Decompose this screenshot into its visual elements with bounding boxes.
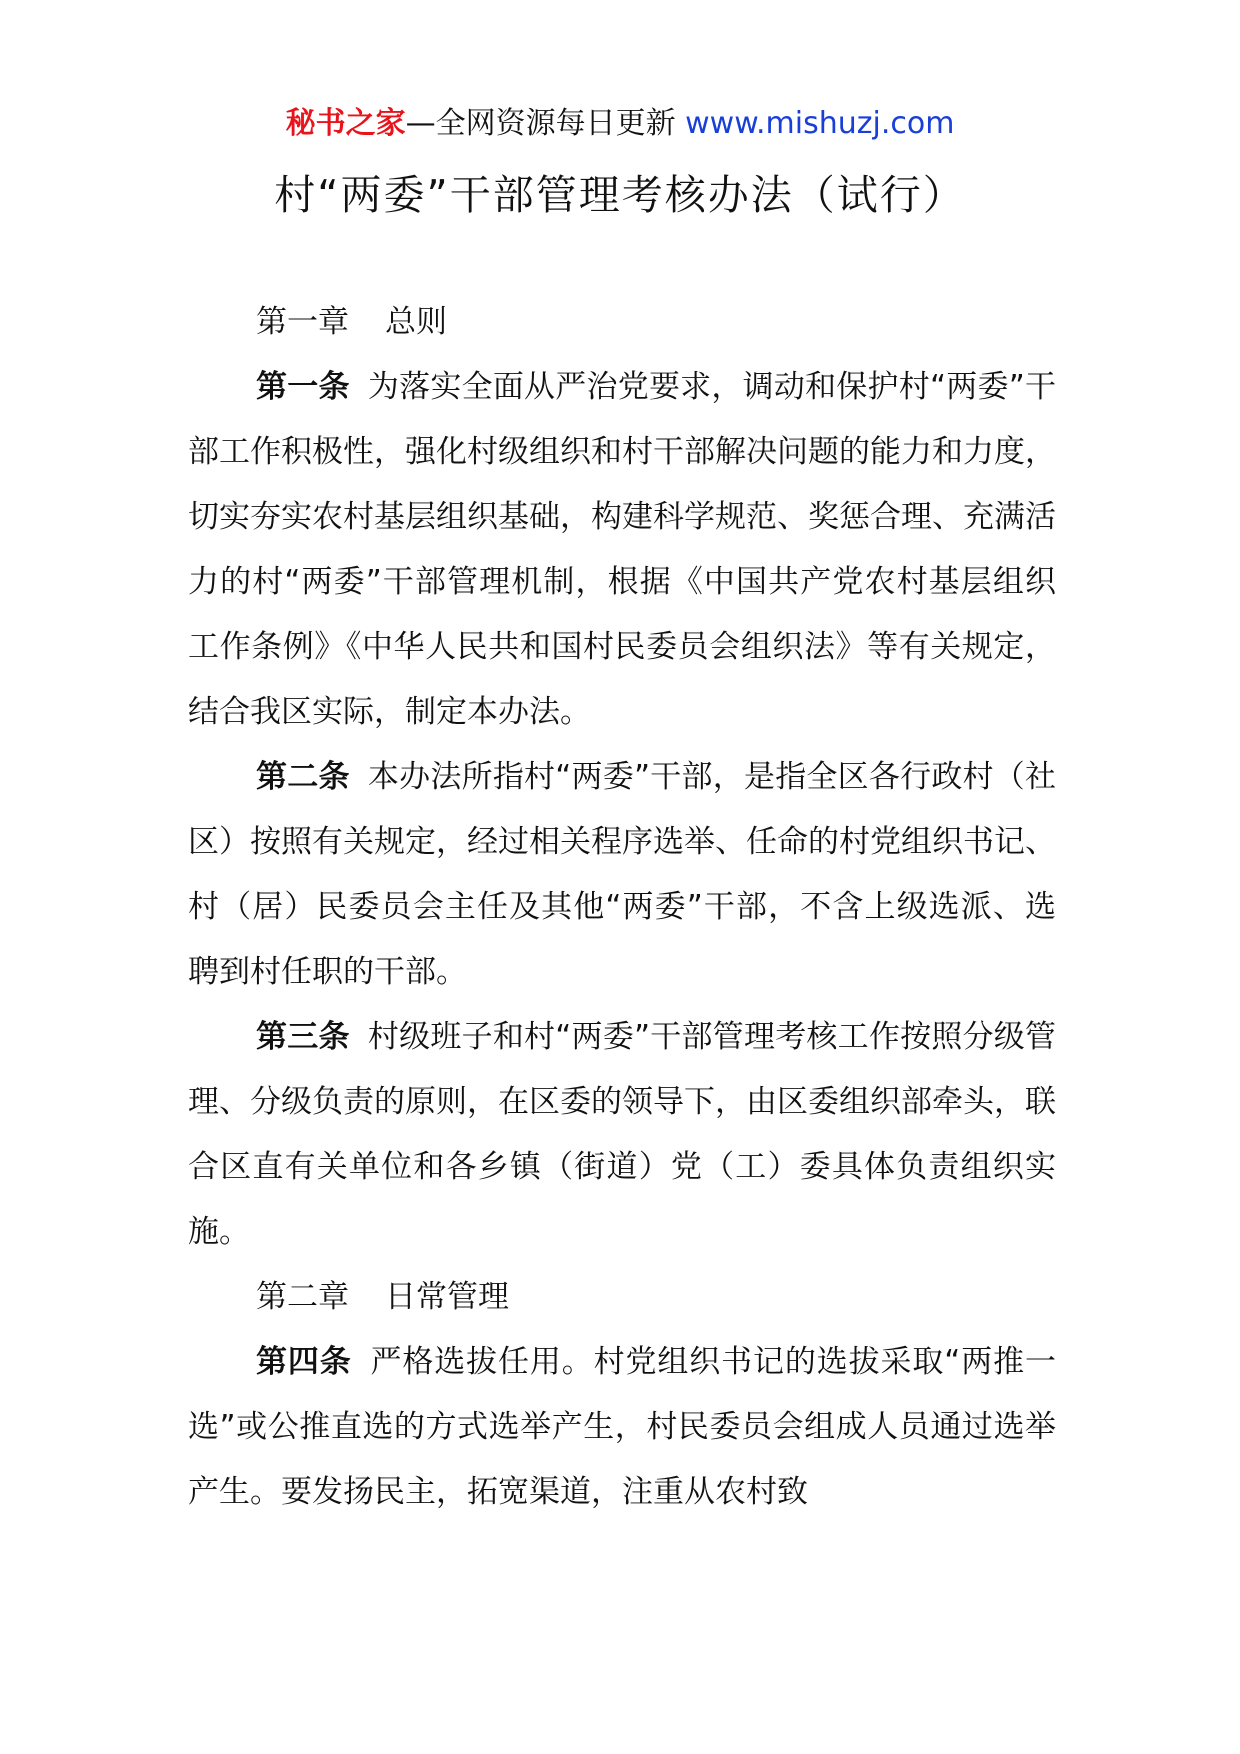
chapter-number: 第二章 <box>256 1279 349 1315</box>
chapter-number: 第一章 <box>256 304 349 340</box>
article-text: 本办法所指村“两委”干部，是指全区各行政村（社区）按照有关规定，经过相关程序选举、任命的村党组织书记、村（居）民委员会主任及其他“两委”干部，不含上级选派、选聘到村任职的干部。 <box>188 759 1057 990</box>
article-label: 第一条 <box>256 369 350 405</box>
document-body <box>188 290 1056 1525</box>
site-header <box>0 104 1240 144</box>
article-paragraph <box>188 1005 1056 1265</box>
article-paragraph <box>188 745 1056 1005</box>
document-title: 村“两委”干部管理考核办法（试行） <box>274 171 966 219</box>
article-text: 村级班子和村“两委”干部管理考核工作按照分级管理、分级负责的原则，在区委的领导下，由区委组织部牵头，联合区直有关单位和各乡镇（街道）党（工）委具体负责组织实施。 <box>188 1019 1057 1250</box>
chapter-name: 日常管理 <box>385 1279 509 1315</box>
header-slogan: —全网资源每日更新 <box>405 106 676 141</box>
chapter-name: 总则 <box>385 304 447 340</box>
article-paragraph <box>188 1330 1056 1525</box>
article-label: 第四条 <box>256 1344 352 1380</box>
chapter-heading <box>188 1265 1056 1330</box>
article-text: 严格选拔任用。村党组织书记的选拔采取“两推一选”或公推直选的方式选举产生，村民委员会组成人员通过选举产生。要发扬民主，拓宽渠道，注重从农村致 <box>188 1344 1057 1510</box>
article-label: 第三条 <box>256 1019 350 1055</box>
chapter-heading <box>188 290 1056 355</box>
brand-name: 秘书之家 <box>285 106 406 141</box>
site-url-link[interactable]: www.mishuzj.com <box>685 106 955 141</box>
article-text: 为落实全面从严治党要求，调动和保护村“两委”干部工作积极性，强化村级组织和村干部解决问题的能力和力度，切实夯实农村基层组织基础，构建科学规范、奖惩合理、充满活力的村“两委”干部管理机制，根据《中国共产党农村基层组织工作条例》《中华人民共和国村民委员会组织法》等有关规定，结合我区实际，制定本办法。 <box>188 369 1057 730</box>
article-label: 第二条 <box>256 759 350 795</box>
article-paragraph <box>188 355 1056 745</box>
